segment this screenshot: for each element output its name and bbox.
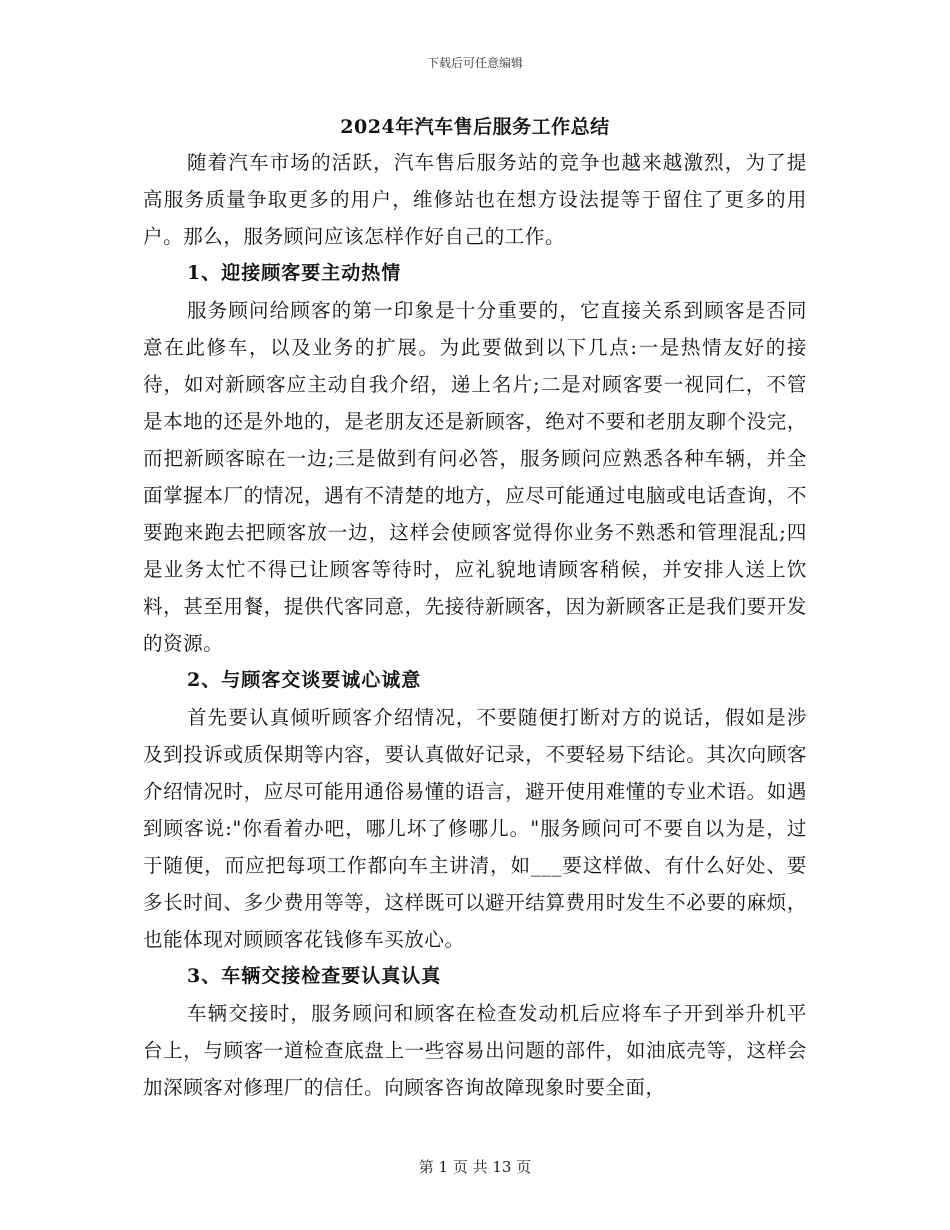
section-heading-2: 2、与顾客交谈要诚心诚意 xyxy=(187,669,422,691)
intro-paragraph: 随着汽车市场的活跃，汽车售后服务站的竞争也越来越激烈，为了提高服务质量争取更多的用户，维修站也在想方设法提等于留住了更多的用户。那么，服务顾问应该怎样作好自己的工作。 xyxy=(143,151,807,248)
document-title: 2024年汽车售后服务工作总结 xyxy=(340,116,610,138)
page-header-note: 下载后可任意编辑 xyxy=(426,56,523,70)
page-number-footer: 第 1 页 共 13 页 xyxy=(418,1158,532,1176)
section-body-3: 车辆交接时，服务顾问和顾客在检查发动机后应将车子开到举升机平台上，与顾客一道检查底盘上一些容易出问题的部件，如油底壳等，这样会加深顾客对修理厂的信任。向顾客咨询故障现象时要全面， xyxy=(143,1002,807,1099)
section-heading-3: 3、车辆交接检查要认真认真 xyxy=(187,965,442,987)
document-body xyxy=(143,110,807,1106)
section-heading-1: 1、迎接顾客要主动热情 xyxy=(187,262,402,284)
section-body-1: 服务顾问给顾客的第一印象是十分重要的，它直接关系到顾客是否同意在此修车，以及业务的扩展。为此要做到以下几点:一是热情友好的接待，如对新顾客应主动自我介绍，递上名片;二是对顾客要一视同仁，不管是本地的还是外地的，是老朋友还是新顾客，绝对不要和老朋友聊个没完，而把新顾客晾在一边;三是做到有问必答，服务顾问应熟悉各种车辆，并全面掌握本厂的情况，遇有不清楚的地方，应尽可能通过电脑或电话查询，不要跑来跑去把顾客放一边，这样会使顾客觉得你业务不熟悉和管理混乱;四是业务太忙不得已让顾客等待时，应礼貌地请顾客稍候，并安排人送上饮料，甚至用餐，提供代客同意，先接待新顾客，因为新顾客正是我们要开发的资源。 xyxy=(143,299,807,655)
section-body-2: 首先要认真倾听顾客介绍情况，不要随便打断对方的说话，假如是涉及到投诉或质保期等内容，要认真做好记录，不要轻易下结论。其次向顾客介绍情况时，应尽可能用通俗易懂的语言，避开使用难懂的专业术语。如遇到顾客说:"你看着办吧，哪儿坏了修哪儿。"服务顾问可不要自以为是，过于随便，而应把每项工作都向车主讲清，如___要这样做、有什么好处、要多长时间、多少费用等等，这样既可以避开结算费用时发生不必要的麻烦，也能体现对顾顾客花钱修车买放心。 xyxy=(143,706,807,951)
